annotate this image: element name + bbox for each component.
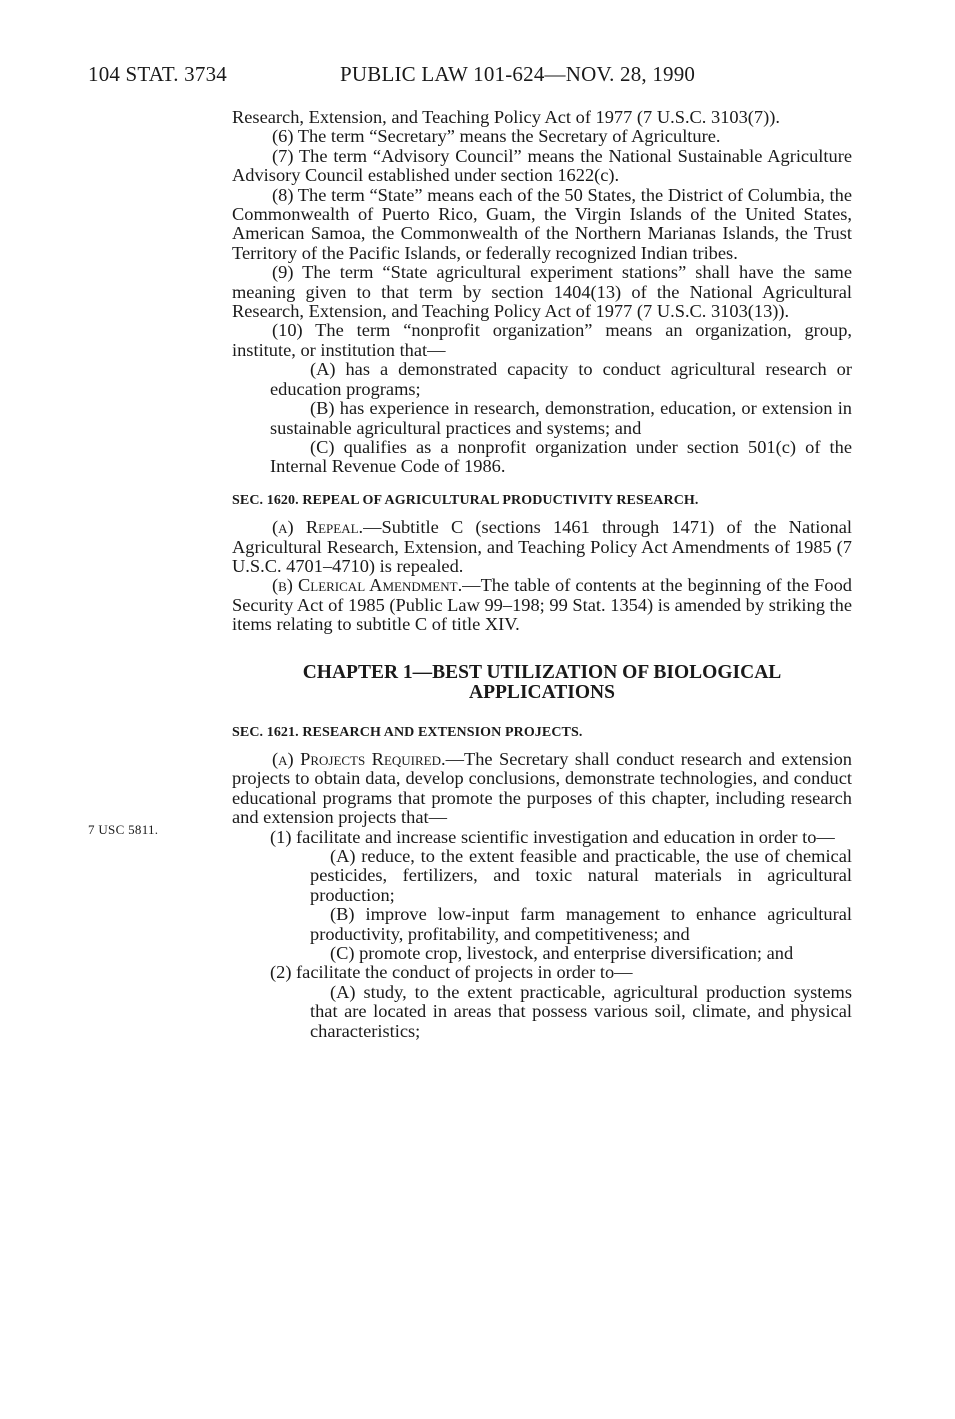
paragraph-definition-10-b: (B) has experience in research, demonstration, education, or extension in sustainable agricultural practices and systems; and xyxy=(270,398,852,438)
paragraph-definition-8: (8) The term “State” means each of the 50 States, the District of Columbia, the Commonwealth of Puerto Rico, Guam, the Virgin Islands of the United States, American Samoa, the Commonwealth of the Northern Marianas Islands, the Trust Territory of the Pacific Islands, or federally recognized Indian tribes. xyxy=(232,184,852,263)
section-1621-item-2: (2) facilitate the conduct of projects in order to— xyxy=(270,962,633,983)
chapter-heading xyxy=(272,663,812,703)
section-1620-b xyxy=(232,576,852,634)
section-1620-a-label: (a) Repeal. xyxy=(272,517,364,538)
public-law-title: PUBLIC LAW 101-624—NOV. 28, 1990 xyxy=(340,62,696,86)
paragraph-definition-7: (7) The term “Advisory Council” means the National Sustainable Agriculture Advisory Council established under section 1622(c). xyxy=(232,145,852,186)
section-1620-b-text: —The table of contents at the beginning of the Food Security Act of 1985 (Public Law 99–198; 99 Stat. 1354) is amended by striking the items relating to subtitle C of title XIV. xyxy=(232,575,852,635)
section-1620-a-text: —Subtitle C (sections 1461 through 1471) of the National Agricultural Research, Extension, and Teaching Policy Act Amendments of 1985 (7 U.S.C. 4701–4710) is repealed. xyxy=(232,517,852,576)
paragraph-definition-10-c: (C) qualifies as a nonprofit organization under section 501(c) of the Internal Revenue Code of 1986. xyxy=(270,436,852,477)
paragraph-continuation: Research, Extension, and Teaching Policy Act of 1977 (7 U.S.C. 3103(7)). xyxy=(232,107,780,127)
section-1620-heading: SEC. 1620. REPEAL OF AGRICULTURAL PRODUCTIVITY RESEARCH. xyxy=(232,492,699,508)
margin-note-usc: 7 USC 5811. xyxy=(88,822,159,837)
paragraph-definition-6: (6) The term “Secretary” means the Secretary of Agriculture. xyxy=(272,126,721,147)
section-1621-item-1-a: (A) reduce, to the extent feasible and practicable, the use of chemical pesticides, fertilizers, and toxic natural materials in agricultural production; xyxy=(310,846,852,905)
section-1621-item-1-b: (B) improve low-input farm management to enhance agricultural productivity, profitability, and competitiveness; and xyxy=(310,904,852,944)
section-1621-heading: SEC. 1621. RESEARCH AND EXTENSION PROJECTS. xyxy=(232,724,583,740)
stat-page-number: 104 STAT. 3734 xyxy=(88,62,227,86)
chapter-heading-line1: CHAPTER 1—BEST UTILIZATION OF BIOLOGICAL xyxy=(302,661,782,683)
section-1621-a xyxy=(232,750,852,828)
chapter-heading-line2: APPLICATIONS xyxy=(469,681,615,703)
paragraph-definition-10-a: (A) has a demonstrated capacity to conduct agricultural research or education programs; xyxy=(270,359,852,399)
section-1621-item-2-a: (A) study, to the extent practicable, agricultural production systems that are located in areas that possess various soil, climate, and physical characteristics; xyxy=(310,981,852,1041)
section-1620-a xyxy=(232,518,852,576)
section-1621-a-label: (a) Projects Required. xyxy=(272,748,446,769)
section-1621-item-1: (1) facilitate and increase scientific investigation and education in order to— xyxy=(270,826,835,847)
paragraph-definition-10: (10) The term “nonprofit organization” means an organization, group, institute, or institution that— xyxy=(232,320,852,360)
paragraph-definition-9: (9) The term “State agricultural experiment stations” shall have the same meaning given to that term by section 1404(13) of the National Agricultural Research, Extension, and Teaching Policy Act of 1977 (7 U.S.C. 3103(13)). xyxy=(232,262,852,322)
section-1620-b-label: (b) Clerical Amendment. xyxy=(272,575,463,596)
body-text xyxy=(232,108,852,1041)
section-1621-item-1-c: (C) promote crop, livestock, and enterprise diversification; and xyxy=(330,943,794,964)
section-1621-a-text: —The Secretary shall conduct research and extension projects to obtain data, develop conclusions, demonstrate technologies, and conduct educational programs that promote the purposes of this chapter, including research and extension projects that— xyxy=(232,748,852,828)
